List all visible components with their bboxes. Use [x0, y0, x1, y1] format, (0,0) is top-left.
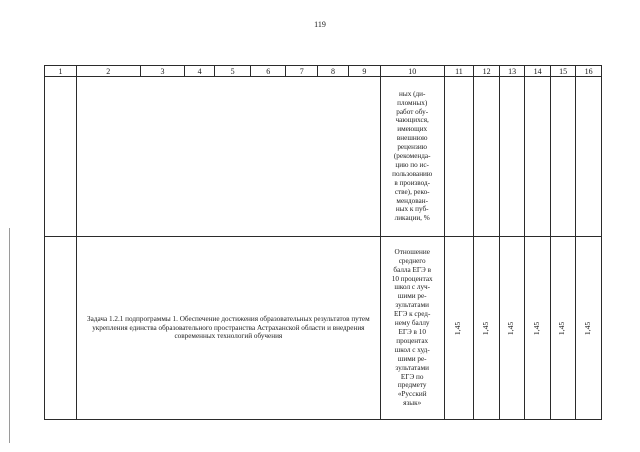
cell-text-line: мендован- — [396, 196, 428, 205]
column-number-row — [45, 66, 602, 77]
value-cell — [499, 237, 525, 420]
column-number: 8 — [318, 66, 349, 77]
table-cell — [499, 77, 525, 237]
page-number: 119 — [314, 20, 326, 29]
cell-text-line: зультатами — [395, 363, 429, 372]
cell-text-line: чающихся, — [395, 116, 429, 125]
scan-edge-line — [9, 228, 10, 443]
table-cell — [474, 77, 500, 237]
cell-text-line: среднего — [398, 256, 426, 265]
task-description: Задача 1.2.1 подпрограммы 1. Обеспечение достижения образовательных результатов путем укрепления единства образовательного пространства Астраханской области и внедрения современных технологий обучения — [76, 237, 380, 420]
cell-text-line: пломных) — [397, 98, 428, 107]
value-cell — [550, 237, 576, 420]
table-row — [45, 77, 602, 237]
cell-text-line: ЕГЭ по — [400, 372, 424, 381]
cell-text-line: цию по ис- — [395, 160, 429, 169]
cell-text-line: процентах — [396, 336, 429, 345]
column-number: 14 — [525, 66, 551, 77]
column-number: 7 — [286, 66, 318, 77]
value-text: 1,45 — [532, 321, 542, 335]
cell-text-line: внешнюю — [396, 134, 428, 143]
cell-text-line: 10 процентах — [391, 274, 433, 283]
table-cell — [550, 77, 576, 237]
table-cell — [45, 237, 77, 420]
column-number: 1 — [45, 66, 77, 77]
cell-text-line: Отношение — [394, 247, 430, 256]
cell-text-line: шими ре- — [397, 354, 427, 363]
column-number: 5 — [215, 66, 251, 77]
value-text: 1,45 — [583, 321, 593, 335]
cell-text-line: нему баллу — [394, 319, 430, 328]
column-number: 10 — [380, 66, 444, 77]
cell-text-line: ЕГЭ к сред- — [394, 310, 431, 319]
indicator-table — [44, 65, 602, 420]
cell-text-line: ных (ди- — [399, 89, 426, 98]
cell-text-line: зультатами — [395, 301, 429, 310]
column-number: 3 — [140, 66, 185, 77]
cell-text-line: балла ЕГЭ в — [393, 265, 431, 274]
cell-text-line: шими ре- — [397, 292, 427, 301]
value-text: 1,45 — [506, 321, 516, 335]
cell-text-line: рецензию — [397, 143, 428, 152]
value-cell — [444, 237, 474, 420]
column-number: 6 — [251, 66, 286, 77]
table-row — [45, 237, 602, 420]
column-number: 11 — [444, 66, 474, 77]
cell-text-line: школ с худ- — [394, 345, 430, 354]
indicator-name-cell — [380, 237, 444, 420]
value-text: 1,45 — [453, 321, 463, 335]
value-text: 1,45 — [481, 321, 491, 335]
table-cell — [76, 77, 380, 237]
table-cell — [525, 77, 551, 237]
column-number: 9 — [348, 66, 380, 77]
cell-text-line: язык» — [403, 399, 422, 408]
cell-text-line: «Русский — [397, 390, 427, 399]
value-cell — [474, 237, 500, 420]
cell-text-line: ных к пуб- — [395, 205, 429, 214]
value-cell — [576, 237, 602, 420]
cell-text-line: школ с луч- — [394, 283, 431, 292]
column-number: 2 — [76, 66, 140, 77]
column-number: 15 — [550, 66, 576, 77]
table-cell — [444, 77, 474, 237]
column-number: 16 — [576, 66, 602, 77]
cell-text-line: работ обу- — [396, 107, 429, 116]
table-cell — [576, 77, 602, 237]
column-number: 13 — [499, 66, 525, 77]
column-number: 12 — [474, 66, 500, 77]
cell-text-line: в производ- — [394, 178, 431, 187]
table-cell — [45, 77, 77, 237]
cell-text-line: пользованию — [392, 169, 433, 178]
cell-text-line: ЕГЭ в 10 — [398, 328, 426, 336]
value-cell — [525, 237, 551, 420]
cell-text-line: предмету — [397, 381, 427, 390]
cell-text-line: (рекоменда- — [393, 152, 431, 161]
column-number: 4 — [185, 66, 215, 77]
indicator-name-cell — [380, 77, 444, 237]
cell-text-line: имеющих — [397, 125, 428, 134]
cell-text-line: стве), реко- — [394, 187, 430, 196]
cell-text-line: ликации, % — [394, 214, 430, 223]
value-text: 1,45 — [557, 321, 567, 335]
